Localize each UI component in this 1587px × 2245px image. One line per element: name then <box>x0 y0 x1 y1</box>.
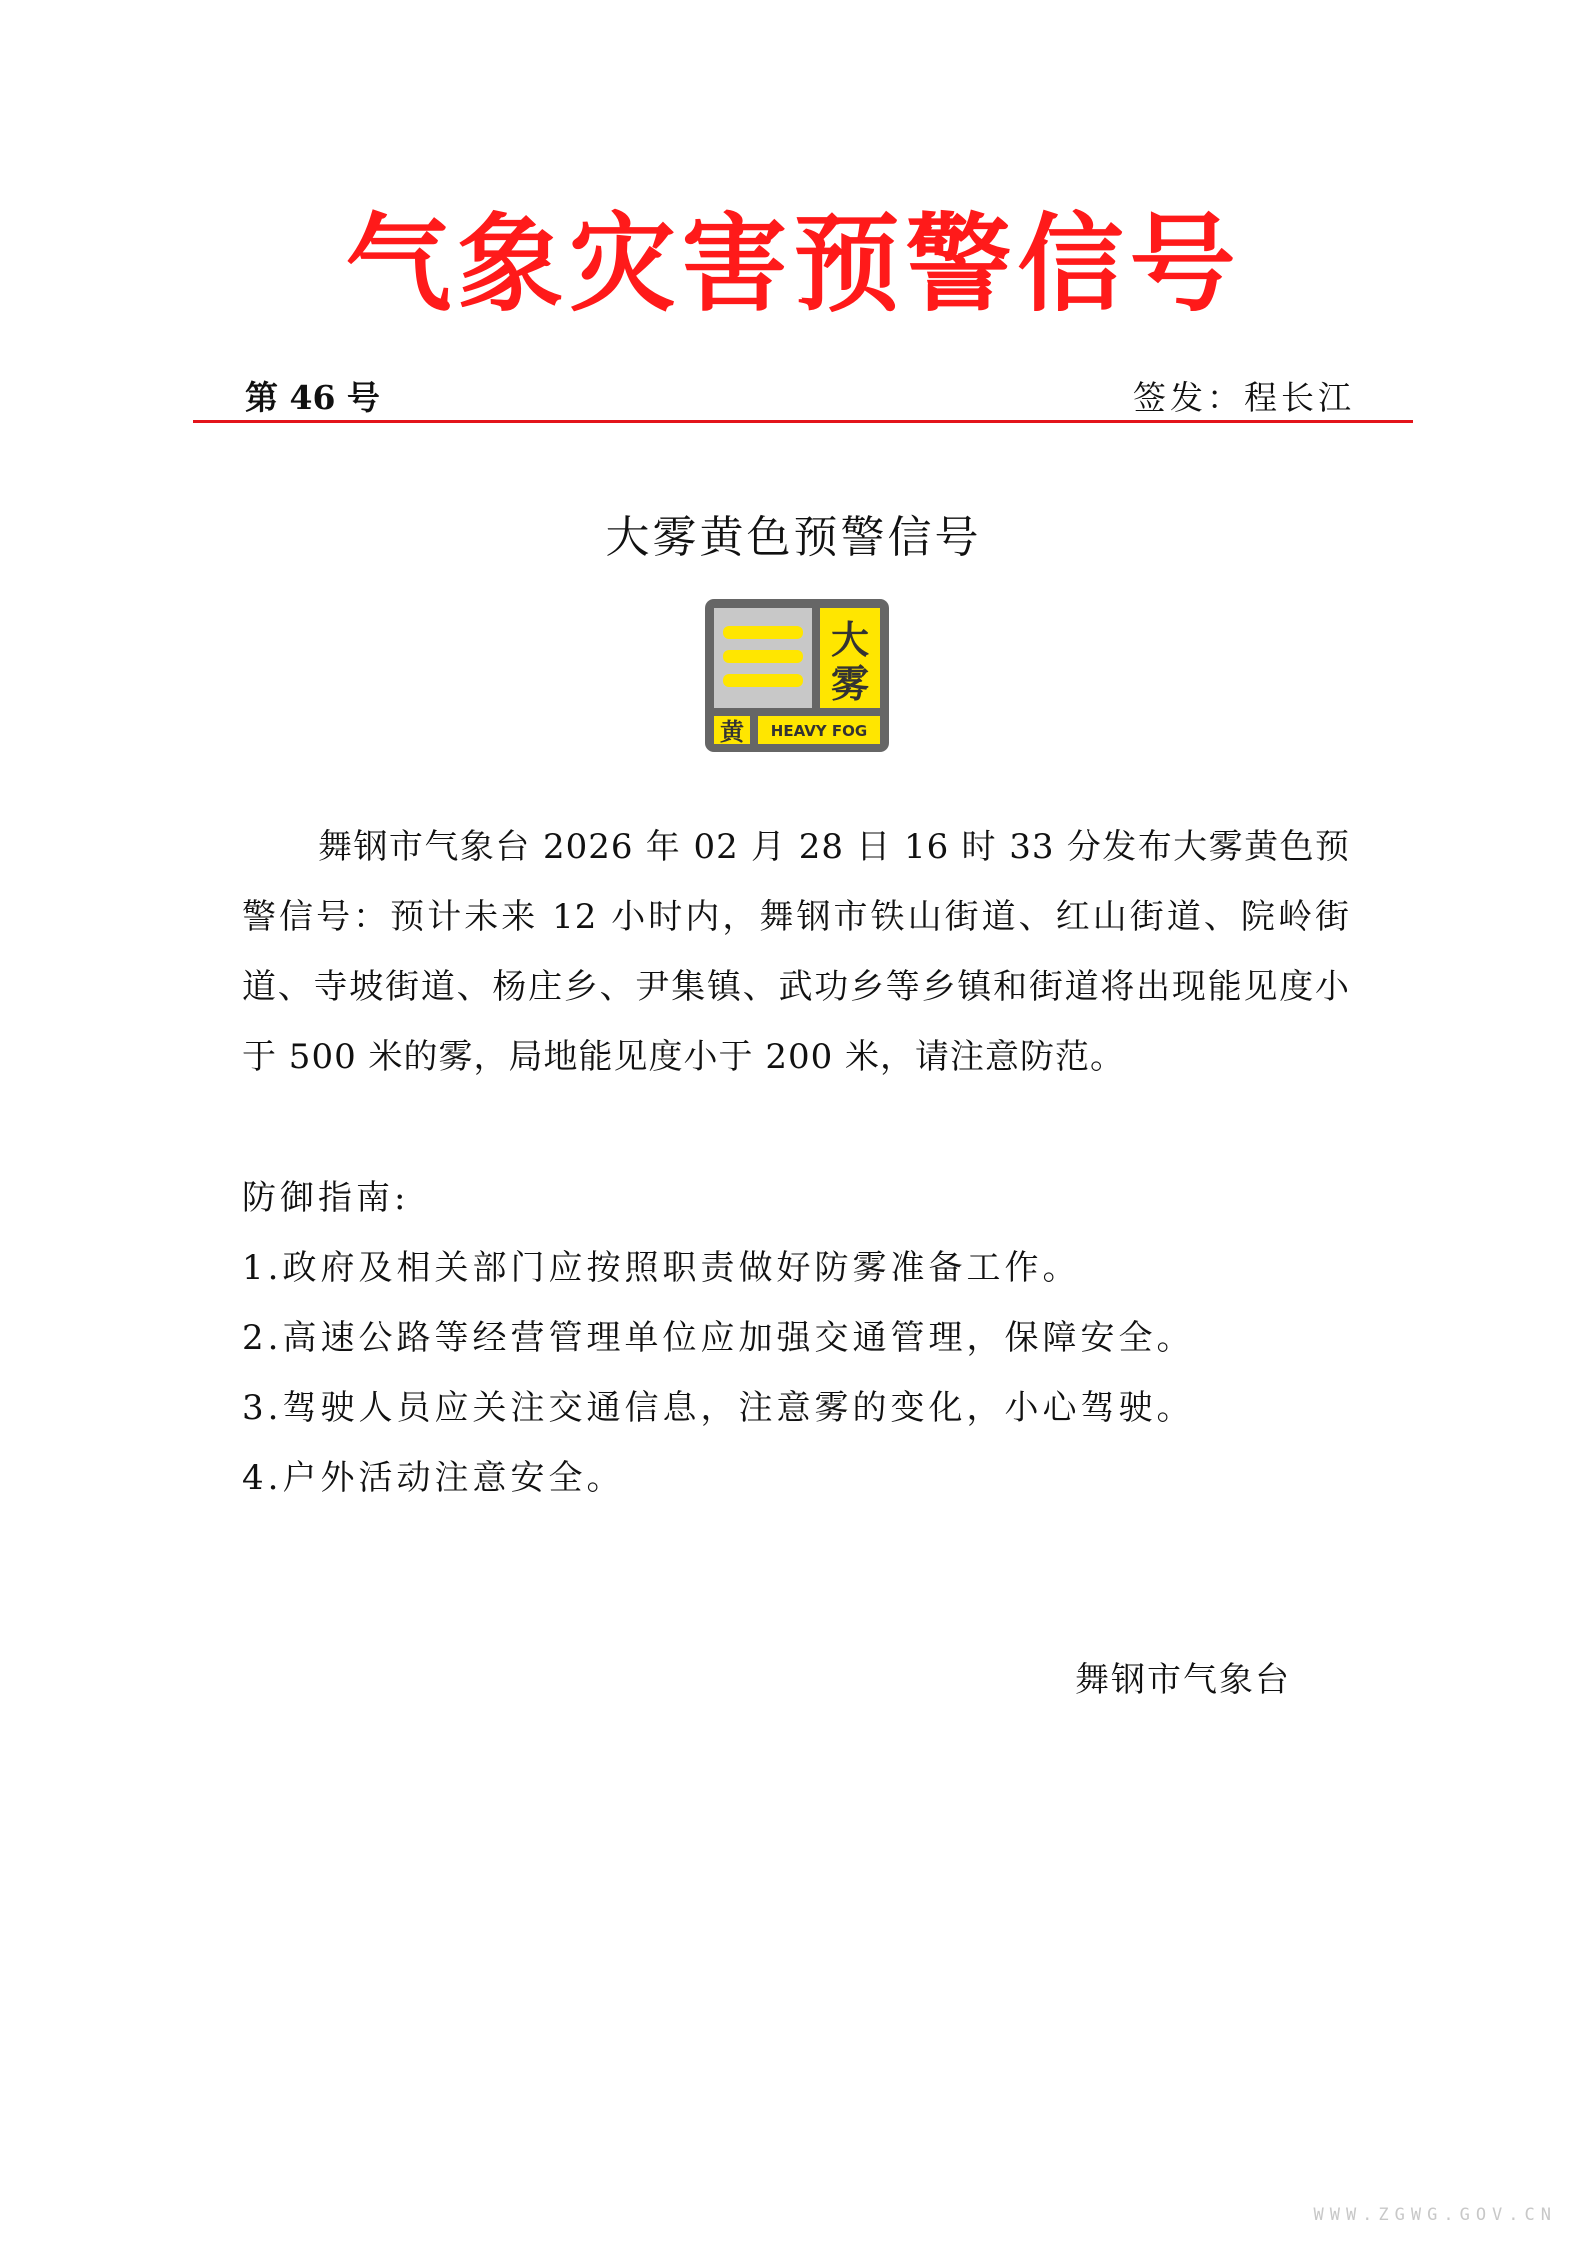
badge-label-bottom: 雾 <box>830 662 870 706</box>
defense-guide <box>242 1163 1194 1513</box>
badge-label-top: 大 <box>830 618 870 662</box>
heavy-fog-yellow-warning-icon <box>704 598 890 753</box>
badge-level: 黄 <box>720 718 744 746</box>
issuer-signature: 舞钢市气象台 <box>1075 1660 1291 1700</box>
red-divider <box>193 420 1413 423</box>
watermark: WWW.ZGWG.GOV.CN <box>1313 2205 1557 2225</box>
guide-item: 2.高速公路等经营管理单位应加强交通管理，保障安全。 <box>242 1318 1195 1358</box>
header-title: 气象灾害预警信号 <box>345 203 1242 326</box>
issue-number: 第 46 号 <box>245 378 380 417</box>
guide-heading: 防御指南: <box>242 1178 410 1218</box>
warning-body <box>242 812 1350 1092</box>
guide-item: 4.户外活动注意安全。 <box>242 1458 625 1498</box>
signer: 签发：程长江 <box>1133 378 1355 417</box>
badge-english: HEAVY FOG <box>770 722 868 740</box>
warning-paragraph: 舞钢市气象台 2026 年 02 月 28 日 16 时 33 分发布大雾黄色预警信号：预计未来 12 小时内，舞钢市铁山街道、红山街道、院岭街道、寺坡街道、杨庄乡、尹集镇、武功乡等乡镇和街道将出现能见度小于 500 米的雾，局地能见度小于 200 米，请注意防范。 <box>242 827 1350 1077</box>
meta-row <box>245 372 1355 418</box>
document-title: 大雾黄色预警信号 <box>605 512 982 563</box>
guide-item: 1.政府及相关部门应按照职责做好防雾准备工作。 <box>242 1248 1081 1288</box>
guide-item: 3.驾驶人员应关注交通信息，注意雾的变化，小心驾驶。 <box>242 1388 1195 1428</box>
